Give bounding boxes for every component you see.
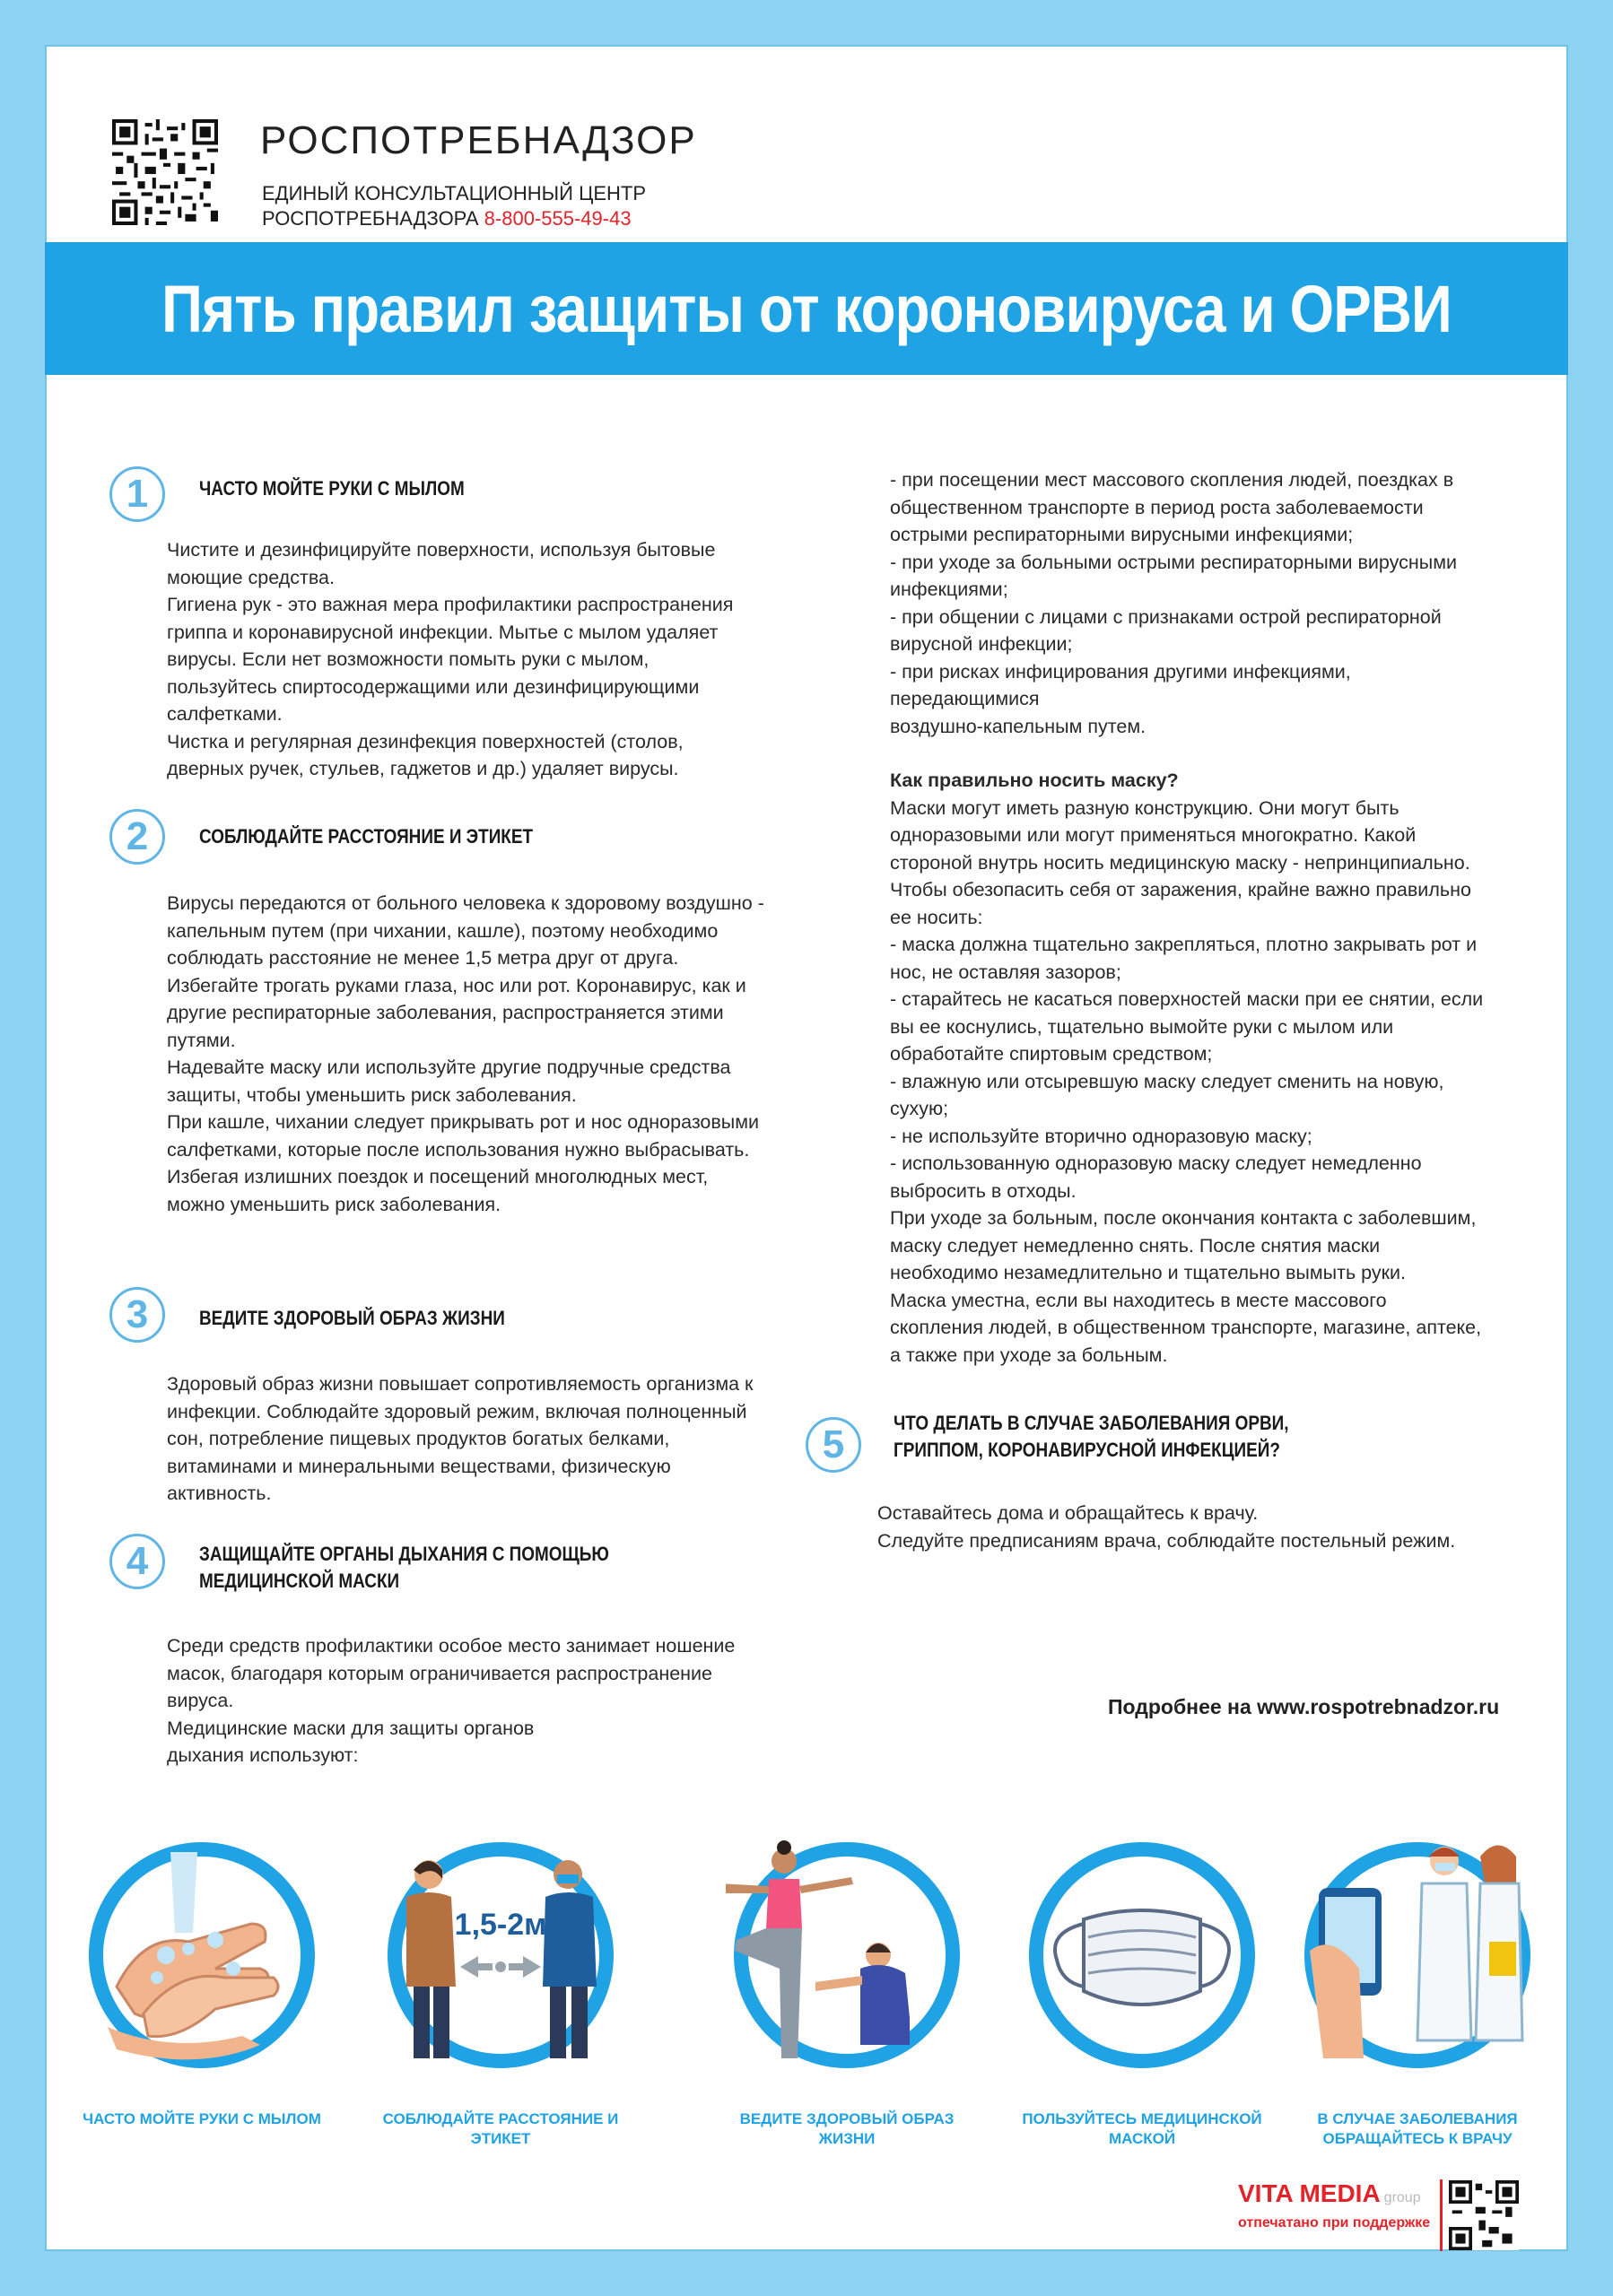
org-subtitle	[262, 181, 646, 231]
section-5-text: Оставайтесь дома и обращайтесь к врачу. Следуйте предписаниям врача, соблюдайте постельный режим.	[877, 1502, 1456, 1552]
section-4-heading	[199, 1541, 609, 1595]
caption-doctor: В СЛУЧАЕ ЗАБОЛЕВАНИЯ ОБРАЩАЙТЕСЬ К ВРАЧУ	[1317, 2110, 1518, 2147]
section-2-number: 2	[109, 809, 165, 865]
section-1-number: 1	[109, 466, 165, 522]
mask-usage-list: - при посещении мест массового скопления людей, поездках в общественном транспорте в период роста заболеваемости острыми респираторными вирусными инфекциями; - при уходе за больными острыми респираторными вирусными инфекциями; - при общении с лицами с признаками острой респираторной вирусной инфекции; - при рисках инфицирования другими инфекциями, передающимися воздушно-капельным путем.	[890, 469, 1457, 737]
caption-mask: ПОЛЬЗУЙТЕСЬ МЕДИЦИНСКОЙ МАСКОЙ	[1022, 2110, 1262, 2147]
vita-media-logo	[1238, 2179, 1421, 2208]
section-3-heading: ВЕДИТЕ ЗДОРОВЫЙ ОБРАЗ ЖИЗНИ	[199, 1307, 505, 1329]
title-banner	[45, 242, 1568, 375]
org-subtitle-line2	[262, 206, 646, 231]
section-2-text: Вирусы передаются от больного человека к здоровому воздушно - капельным путем (при чихании, кашле), поэтому необходимо соблюдать расстояние не менее 1,5 метра друг от друга. Избегайте трогать руками глаза, нос или рот. Коронавирус, как и другие респираторные заболевания, распространяется этими путями. Надевайте маску или используйте другие подручные средства защиты, чтобы уменьшить риск заболевания. При кашле, чихании следует прикрывать рот и нос одноразовыми салфетками, которые после использования нужно выбрасывать. Избегая излишних поездок и посещений многолюдных мест, можно уменьшить риск заболевания.	[167, 892, 764, 1215]
poster	[45, 45, 1568, 2251]
org-name: РОСПОТРЕБНАДЗОР	[260, 118, 697, 162]
section-5-heading-line2: ГРИППОМ, КОРОНАВИРУСНОЙ ИНФЕКЦИЕЙ?	[894, 1439, 1280, 1461]
page-title: Пять правил защиты от короновируса и ОРВИ	[161, 271, 1452, 346]
section-4-number: 4	[109, 1534, 165, 1589]
vita-media-group: group	[1383, 2190, 1421, 2205]
section-4-heading-line1: ЗАЩИЩАЙТЕ ОРГАНЫ ДЫХАНИЯ С ПОМОЩЬЮ	[199, 1543, 609, 1565]
hand-washing-icon	[81, 1834, 323, 2076]
section-3-number: 3	[109, 1287, 165, 1343]
footer-divider	[1440, 2179, 1443, 2251]
section-1-text: Чистите и дезинфицируйте поверхности, используя бытовые моющие средства. Гигиена рук - это важная мера профилактики распространения гриппа и коронавирусной инфекции. Мытье с мылом удаляет вирусы. Если нет возможности помыть руки с мылом, пользуйтесь спиртосодержащими или дезинфицирующими салфетками. Чистка и регулярная дезинфекция поверхностей (столов, дверных ручек, стульев, гаджетов и др.) удаляет вирусы.	[167, 539, 734, 779]
org-subtitle-line1: ЕДИНЫЙ КОНСУЛЬТАЦИОННЫЙ ЦЕНТР	[262, 182, 647, 204]
hotline-phone: 8-800-555-49-43	[484, 207, 632, 230]
section-5-number: 5	[806, 1417, 861, 1473]
caption-hand-washing: ЧАСТО МОЙТЕ РУКИ С МЫЛОМ	[83, 2110, 321, 2127]
section-2-heading: СОБЛЮДАЙТЕ РАССТОЯНИЕ И ЭТИКЕТ	[199, 825, 534, 848]
section-1-heading: ЧАСТО МОЙТЕ РУКИ С МЫЛОМ	[199, 477, 465, 500]
more-info-link[interactable]: Подробнее на www.rospotrebnadzor.ru	[1108, 1695, 1500, 1718]
distance-label: 1,5-2м	[454, 1908, 547, 1942]
caption-distance: СОБЛЮДАЙТЕ РАССТОЯНИЕ И ЭТИКЕТ	[382, 2110, 619, 2147]
section-3-text: Здоровый образ жизни повышает сопротивляемость организма к инфекции. Соблюдайте здоровый режим, включая полноценный сон, потребление пищевых продуктов богатых белками, витаминами и минеральными веществами, физическую активность.	[167, 1373, 754, 1504]
section-4-text: Среди средств профилактики особое место занимает ношение масок, благодаря которым ограничивается распространение вируса. Медицинские маски для защиты органов дыхания используют:	[167, 1635, 736, 1766]
caption-exercise: ВЕДИТЕ ЗДОРОВЫЙ ОБРАЗ ЖИЗНИ	[739, 2110, 955, 2147]
distance-icon	[379, 1834, 622, 2076]
mask-info	[890, 767, 1483, 1369]
mask-heading: Как правильно носить маску?	[890, 770, 1179, 791]
section-4-heading-line2: МЕДИЦИНСКОЙ МАСКИ	[199, 1570, 400, 1592]
section-5-heading-line1: ЧТО ДЕЛАТЬ В СЛУЧАЕ ЗАБОЛЕВАНИЯ ОРВИ,	[894, 1412, 1289, 1434]
section-5-heading	[894, 1410, 1288, 1464]
qr-code-icon	[112, 118, 218, 226]
doctors-icon	[1296, 1834, 1539, 2076]
org-subtitle-line2-text: РОСПОТРЕБНАДЗОРА	[262, 207, 484, 230]
exercise-icon	[726, 1834, 968, 2076]
printed-with-support: отпечатано при поддержке	[1238, 2215, 1431, 2231]
medical-mask-icon	[1021, 1834, 1263, 2076]
mask-text: Маски могут иметь разную конструкцию. Они могут быть одноразовыми или могут применяться многократно. Какой стороной внутрь носить медицинскую маску - непринципиально. Чтобы обезопасить себя от заражения, крайне важно правильно ее носить: - маска должна тщательно закрепляться, плотно закрывать рот и нос, не оставляя зазоров; - старайтесь не касаться поверхностей маски при ее снятии, если вы ее коснулись, тщательно вымойте руки с мылом или обработайте спиртовым средством; - влажную или отсыревшую маску следует сменить на новую, сухую; - не используйте вторично одноразовую маску; - использованную одноразовую маску следует немедленно выбросить в отходы. При уходе за больным, после окончания контакта с заболевшим, маску следует немедленно снять. После снятия маски необходимо незамедлительно и тщательно вымыть руки. Маска уместна, если вы находитесь в месте массового скопления людей, в общественном транспорте, магазине, аптеке, а также при уходе за больным.	[890, 796, 1484, 1366]
footer-qr-code-icon	[1449, 2179, 1519, 2251]
vita-media-brand: VITA MEDIA	[1238, 2179, 1381, 2207]
